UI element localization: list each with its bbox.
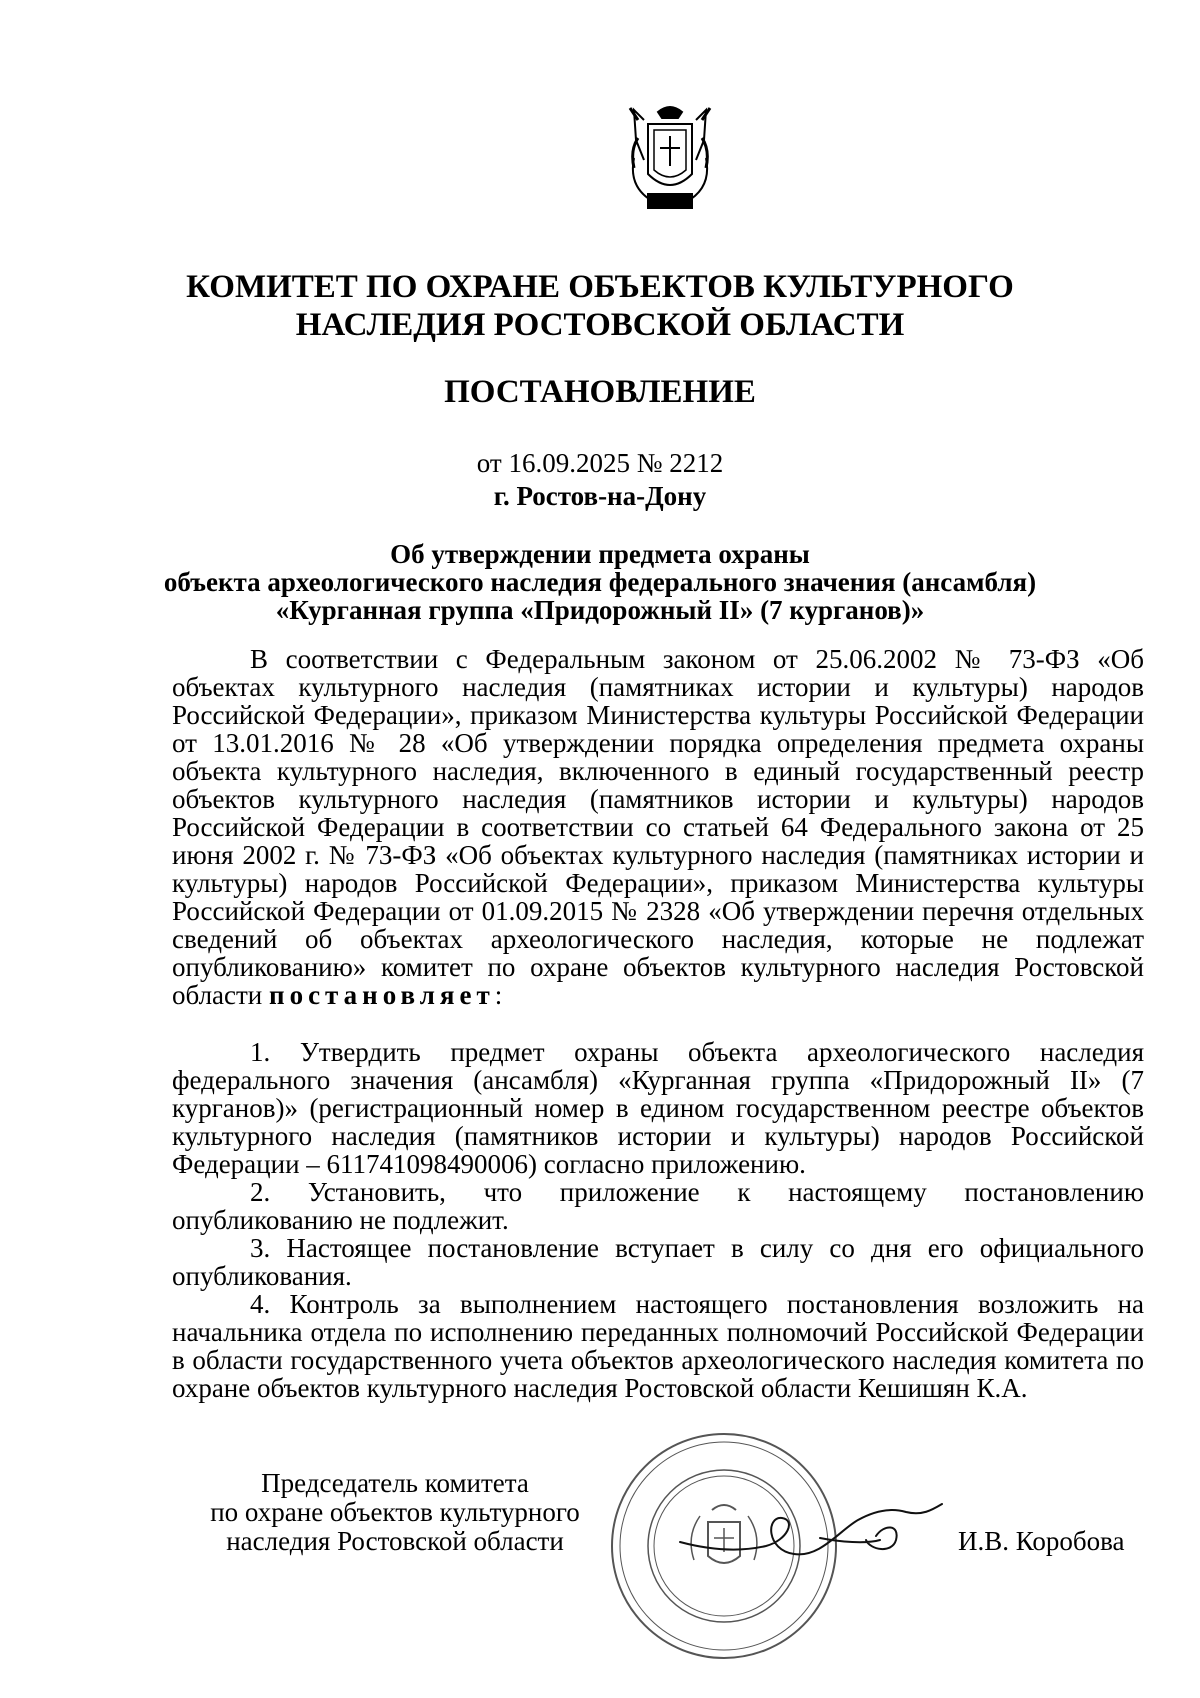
subject-line3: «Курганная группа «Придорожный II» (7 курганов)» [275,595,925,625]
position-line3: наследия Ростовской области [226,1526,564,1556]
document-kind: ПОСТАНОВЛЕНИЕ [444,374,756,410]
subject-line2: объекта археологического наследия федерального значения (ансамбля) [163,567,1037,597]
position-line1: Председатель комитета [261,1468,529,1498]
subject-line1: Об утверждении предмета охраны [390,539,810,569]
document-city: г. Ростов-на-Дону [493,481,707,511]
position-line2: по охране объектов культурного [210,1497,580,1527]
resolves-word: постановляет [269,980,495,1010]
org-title-line1: КОМИТЕТ ПО ОХРАНЕ ОБЪЕКТОВ КУЛЬТУРНОГО [186,269,1014,305]
document-body [172,645,1144,1402]
organization-title [0,268,1200,344]
item-1: 1. Утвердить предмет охраны объекта археологического наследия федерального значения (ансамбля) «Курганная группа «Придорожный II» (7 курганов)» (регистрационный номер в едином государственном реестре объектов культурного наследия (памятников истории и культуры) народов Российской Федерации – 611741098490006) согласно приложению. [172,1037,1144,1179]
preamble-paragraph [172,645,1144,1009]
signatory-name: И.В. Коробова [958,1526,1125,1556]
item-3: 3. Настоящее постановление вступает в силу со дня его официального опубликования. [172,1233,1144,1291]
item-4: 4. Контроль за выполнением настоящего постановления возложить на начальника отдела по исполнению переданных полномочий Российской Федерации в области государственного учета объектов археологического наследия комитета по охране объектов культурного наследия Ростовской области Кешишян К.А. [172,1289,1144,1403]
resolves-colon: : [494,980,503,1010]
preamble-text: В соответствии с Федеральным законом от 25.06.2002 № 73-ФЗ «Об объектах культурного наследия (памятниках истории и культуры) народов Российской Федерации», приказом Министерства культуры Российской Федерации от 13.01.2016 № 28 «Об утверждении порядка определения предмета охраны объекта культурного наследия, включенного в единый государственный реестр объектов культурного наследия (памятников истории и культуры) народов Российской Федерации в соответствии со статьей 64 Федерального закона от 25 июня 2002 г. № 73-ФЗ «Об объектах культурного наследия (памятниках истории и культуры) народов Российской Федерации», приказом Министерства культуры Российской Федерации от 01.09.2015 № 2328 «Об утверждении перечня отдельных сведений об объектах археологического наследия, которые не подлежат опубликованию» комитет по охране объектов культурного наследия Ростовской области [172,644,1144,1010]
coat-of-arms-icon [618,98,722,216]
document-subject [150,540,1050,624]
handwritten-signature-icon [670,1480,950,1590]
item-2: 2. Установить, что приложение к настоящему постановлению опубликованию не подлежит. [172,1177,1144,1235]
org-title-line2: НАСЛЕДИЯ РОСТОВСКОЙ ОБЛАСТИ [295,307,905,343]
document-date-number: от 16.09.2025 № 2212 [476,448,724,478]
signatory-position [175,1469,615,1556]
